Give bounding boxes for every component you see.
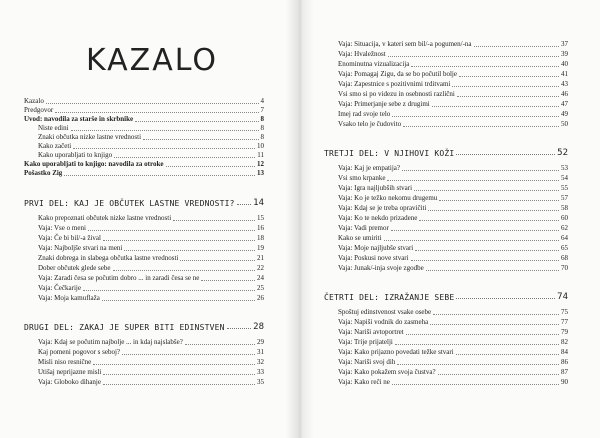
entry-page: 8: [260, 115, 264, 123]
entry-page: 22: [257, 264, 264, 272]
entry-label: Vsi smo si po videzu in osebnosti različni: [338, 90, 455, 98]
dot-leader: [452, 86, 559, 87]
entry-page: 58: [561, 204, 568, 212]
entry-page: 31: [257, 348, 264, 356]
entry-page: 70: [561, 264, 568, 272]
entry-label: Vsako telo je čudovito: [338, 120, 402, 128]
entry-label: Vaja: Kaj je empatija?: [338, 164, 400, 172]
entry-label: Utišaj neprijazne misli: [38, 368, 102, 376]
dot-leader: [456, 354, 559, 355]
toc-entry[interactable]: [38, 292, 264, 303]
entry-label: Vaja: Globoko dihanje: [38, 378, 101, 386]
entry-page: 90: [561, 378, 568, 386]
dot-leader: [391, 230, 559, 231]
dot-leader: [395, 344, 559, 345]
toc-entry[interactable]: [338, 118, 568, 129]
dot-leader: [83, 290, 255, 291]
entry-label: Spoštuj edinstvenost vsake osebe: [338, 308, 432, 316]
entry-page: 26: [257, 294, 264, 302]
dot-leader: [432, 106, 559, 107]
dot-leader: [439, 200, 559, 201]
entry-label: Dober občutek glede sebe: [38, 264, 111, 272]
dot-leader: [180, 260, 255, 261]
entry-label: Vaja: Kdaj se je treba opravičiti: [338, 204, 427, 212]
entry-page: 84: [561, 348, 568, 356]
dot-leader: [103, 240, 255, 241]
entry-label: Kako prepoznati občutek nizke lastne vrednosti: [38, 214, 172, 222]
dot-leader: [64, 175, 255, 176]
entry-page: 64: [561, 234, 568, 242]
entry-label: Vaja: Kdaj se počutim najbolje ... in kdaj najslabše?: [38, 338, 183, 346]
entry-label: Vaja: Situacija, v kateri sem bil/-a pogumen/-na: [338, 40, 472, 48]
section-page: 28: [253, 322, 264, 332]
entry-label: Vaja: Pomagaj Zigu, da se bo počutil bolje: [338, 70, 457, 78]
entry-label: Vaja: Trije prijatelji: [338, 338, 393, 346]
entry-label: Vaja: Nariši avtoportret: [338, 328, 404, 336]
toc-entry[interactable]: [338, 262, 568, 273]
entry-label: Enominutna vizualizacija: [338, 60, 410, 68]
entry-label: Vaja: Vadi premor: [338, 224, 389, 232]
entry-label: Znaki občutka nizke lastne vrednosti: [38, 133, 142, 141]
dot-leader: [428, 210, 559, 211]
entry-page: 46: [561, 90, 568, 98]
entry-page: 35: [257, 378, 264, 386]
entry-label: Vaja: Poskusi nove stvari: [338, 254, 409, 262]
entry-label: Predgovor: [24, 106, 54, 114]
entry-page: 7: [260, 106, 264, 114]
entry-label: Vaja: Kako pokažem svoja čustva?: [338, 368, 436, 376]
dot-leader: [456, 298, 555, 299]
entry-label: Vaja: Kako reči ne: [338, 378, 390, 386]
entry-label: Vaja: Moja kamuflaža: [38, 294, 100, 302]
dot-leader: [406, 334, 559, 335]
dot-leader: [201, 280, 255, 281]
entry-label: Vaja: Primerjanje sebe z drugimi: [338, 100, 430, 108]
entry-label: Vaja: Zapestnice s pozitivnimi trditvami: [338, 80, 451, 88]
right-page: [300, 0, 600, 438]
dot-leader: [459, 76, 559, 77]
entry-page: 53: [561, 164, 568, 172]
entry-label: Pošastko Zig: [24, 169, 63, 177]
entry-label: Vaja: Zaradi česa se počutim dobro ... in zaradi česa se ne: [38, 274, 200, 282]
dot-leader: [384, 240, 559, 241]
entry-label: Misli niso resnične: [38, 358, 92, 366]
entry-page: 75: [561, 308, 568, 316]
entry-label: Vaja: Vse o meni: [38, 224, 86, 232]
dot-leader: [419, 220, 559, 221]
entry-label: Vaja: Hvaležnost: [338, 50, 386, 58]
dot-leader: [402, 170, 559, 171]
dot-leader: [103, 374, 255, 375]
entry-page: 79: [561, 328, 568, 336]
entry-label: Vaja: Junak/-inja svoje zgodbe: [338, 264, 424, 272]
entry-page: 43: [561, 80, 568, 88]
entry-page: 49: [561, 110, 568, 118]
entry-label: Vsi smo krpanke: [338, 174, 386, 182]
entry-label: Uvod: navodila za starše in skrbnike: [24, 115, 134, 123]
dot-leader: [124, 250, 255, 251]
dot-leader: [122, 354, 255, 355]
entry-page: 15: [257, 214, 264, 222]
entry-page: 19: [257, 244, 264, 252]
entry-label: Vaja: Čečkarije: [38, 284, 81, 292]
section-label: TRETJI DEL: V NJIHOVI KOŽI: [324, 149, 455, 158]
entry-page: 8: [260, 124, 264, 132]
section-heading[interactable]: [324, 144, 568, 158]
dot-leader: [387, 180, 559, 181]
entry-page: 65: [561, 244, 568, 252]
dot-leader: [227, 328, 252, 329]
dot-leader: [173, 220, 255, 221]
section-heading[interactable]: [24, 194, 264, 208]
entry-label: Vaja: Moje najljubše stvari: [338, 244, 414, 252]
toc-entry[interactable]: [38, 376, 264, 387]
entry-page: 12: [257, 160, 264, 168]
dot-leader: [438, 374, 559, 375]
entry-page: 55: [561, 184, 568, 192]
section-heading[interactable]: [324, 288, 568, 302]
entry-label: Vaja: Najboljše stvari na meni: [38, 244, 123, 252]
entry-page: 4: [260, 97, 264, 105]
entry-label: Kaj pomeni pogovor s seboj?: [38, 348, 121, 356]
entry-page: 10: [257, 142, 264, 150]
entry-label: Vaja: Če bi bil/-a žival: [38, 234, 101, 242]
dot-leader: [403, 126, 559, 127]
entry-page: 41: [561, 70, 568, 78]
dot-leader: [102, 300, 255, 301]
toc-title: [86, 38, 218, 82]
entry-page: 62: [561, 224, 568, 232]
entry-page: 40: [561, 60, 568, 68]
entry-label: Imej rad svoje telo: [338, 110, 391, 118]
dot-leader: [456, 154, 555, 155]
entry-label: Kazalo: [24, 97, 44, 105]
entry-page: 39: [561, 50, 568, 58]
section-page: 52: [557, 148, 568, 158]
section-label: ČETRTI DEL: IZRAŽANJE SEBE: [324, 293, 455, 302]
entry-label: Kako uporabljati to knjigo: navodila za otroke: [24, 160, 164, 168]
entry-label: Kako uporabljati to knjigo: [38, 151, 113, 159]
entry-page: 16: [257, 224, 264, 232]
dot-leader: [237, 204, 251, 205]
dot-leader: [388, 56, 559, 57]
entry-label: Vaja: Ko te nekdo prizadene: [338, 214, 418, 222]
dot-leader: [430, 324, 559, 325]
dot-leader: [414, 190, 559, 191]
entry-label: Znaki dobrega in slabega občutka lastne vrednosti: [38, 254, 179, 262]
entry-label: Vaja: Kako prijazno povedati težke stvari: [338, 348, 454, 356]
entry-page: 77: [561, 318, 568, 326]
entry-page: 32: [257, 358, 264, 366]
entry-page: 68: [561, 254, 568, 262]
entry-page: 87: [561, 368, 568, 376]
toc-entry[interactable]: [338, 376, 568, 387]
entry-label: Vaja: Nariši svoj dih: [338, 358, 396, 366]
entry-page: 50: [561, 120, 568, 128]
entry-page: 24: [257, 274, 264, 282]
dot-leader: [392, 116, 559, 117]
entry-page: 37: [561, 40, 568, 48]
dot-leader: [415, 250, 559, 251]
dot-leader: [426, 270, 559, 271]
entry-page: 60: [561, 214, 568, 222]
entry-label: Vaja: Napiši vodnik do zasmeha: [338, 318, 429, 326]
entry-label: Kako začeti: [38, 142, 72, 150]
section-heading[interactable]: [24, 318, 264, 332]
entry-label: Vaja: Ko je težko nekomu drugemu: [338, 194, 438, 202]
entry-page: 82: [561, 338, 568, 346]
entry-page: 29: [257, 338, 264, 346]
book-gutter: [286, 0, 314, 438]
entry-label: Kako se umiriti: [338, 234, 382, 242]
toc-entry[interactable]: [24, 167, 264, 178]
section-label: DRUGI DEL: ZAKAJ JE SUPER BITI EDINSTVEN: [24, 323, 225, 332]
dot-leader: [113, 270, 256, 271]
dot-leader: [103, 384, 255, 385]
entry-page: 33: [257, 368, 264, 376]
section-page: 14: [253, 198, 264, 208]
dot-leader: [397, 364, 559, 365]
entry-page: 54: [561, 174, 568, 182]
entry-page: 13: [257, 169, 264, 177]
entry-page: 8: [260, 133, 264, 141]
entry-page: 18: [257, 234, 264, 242]
entry-page: 47: [561, 100, 568, 108]
entry-page: 21: [257, 254, 264, 262]
section-label: PRVI DEL: KAJ JE OBČUTEK LASTNE VREDNOSTI?: [24, 199, 235, 208]
entry-label: Vaja: Igra najljubših stvari: [338, 184, 413, 192]
dot-leader: [185, 344, 255, 345]
dot-leader: [433, 314, 559, 315]
entry-page: 57: [561, 194, 568, 202]
page-title: KAZALO: [86, 42, 218, 78]
dot-leader: [474, 46, 559, 47]
entry-page: 25: [257, 284, 264, 292]
dot-leader: [88, 230, 255, 231]
section-page: 74: [557, 292, 568, 302]
entry-label: Niste edini: [38, 124, 69, 132]
dot-leader: [411, 66, 559, 67]
dot-leader: [93, 364, 255, 365]
dot-leader: [457, 96, 559, 97]
entry-page: 11: [257, 151, 264, 159]
dot-leader: [411, 260, 559, 261]
entry-page: 86: [561, 358, 568, 366]
dot-leader: [392, 384, 559, 385]
